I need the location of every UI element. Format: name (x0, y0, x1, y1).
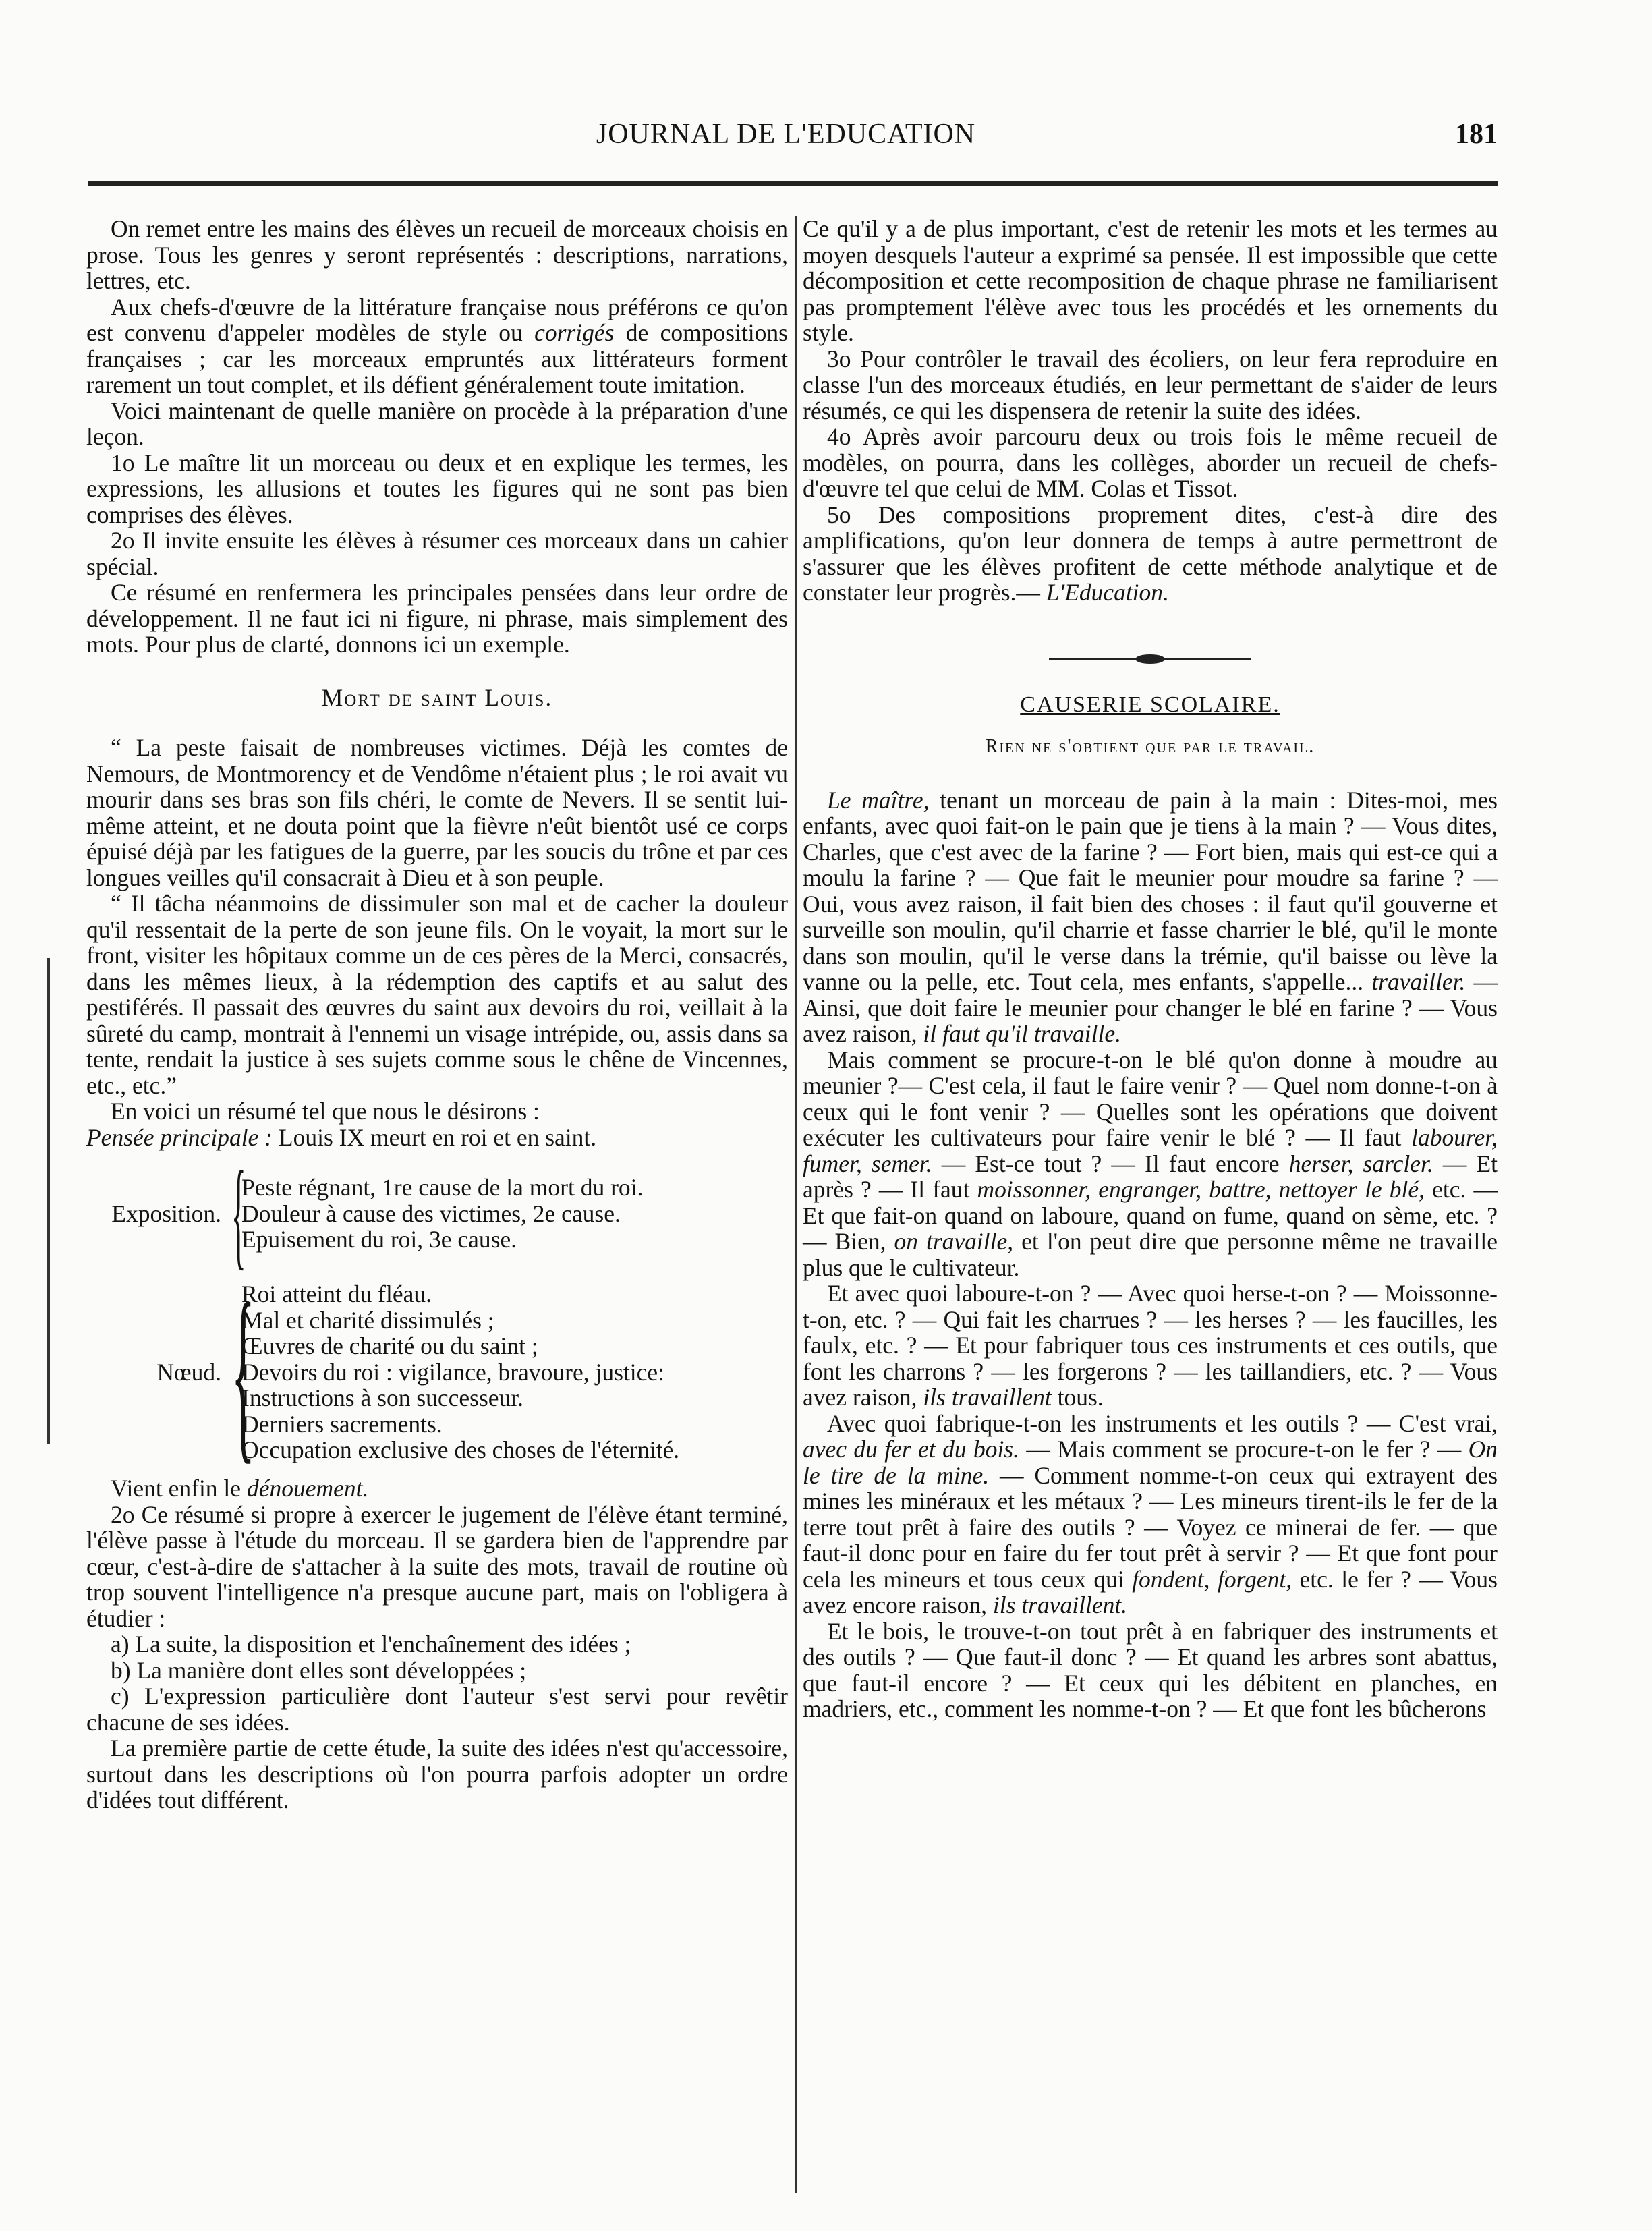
main-thought: Pensée principale : Louis IX meurt en roi et en saint. (86, 1123, 597, 1151)
outline-item: Œuvres de charité ou du saint ; (241, 1332, 538, 1360)
exposition-group (86, 1146, 788, 1280)
list-item: c) L'expression particulière dont l'auteur s'est servi pour revêtir chacune de ses idées. (86, 1683, 788, 1736)
paragraph: Et avec quoi laboure-t-on ? — Avec quoi herse-t-on ? — Moissonne-t-on, etc. ? — Qui fait les charrues ? — les herses ? — les faucilles, les faulx, etc. ? — Et pour fabriquer tous ces instruments et ces outils, que font les charrons ? — les forgerons ? — les taillandiers, etc. ? — Vous avez raison, ils travaillent tous. (803, 1280, 1498, 1411)
paragraph: Le maître, tenant un morceau de pain à la main : Dites-moi, mes enfants, avec quoi fait-on le pain que je tiens à la main ? — Vous dites, Charles, que c'est avec de la farine ? — Fort bien, mais qui est-ce qui a moulu la farine ? — Que fait le meunier pour moudre sa farine ? — Oui, vous avez raison, il fait bien des choses : il faut qu'il gouverne et surveille son moulin, qu'il charrie et fasse charrier le blé, qu'il le monte dans son moulin, qu'il le verse dans la trémie, qu'il baisse ou lève la vanne ou la pelle, etc. Tout cela, mes enfants, s'appelle... travailler. — Ainsi, que doit faire le meunier pour changer le blé en farine ? — Vous avez raison, il faut qu'il travaille. (803, 786, 1498, 1047)
causerie-title: CAUSERIE SCOLAIRE. (1020, 691, 1280, 717)
causerie-subtitle: Rien ne s'obtient que par le travail. (985, 736, 1315, 757)
quote-paragraph: “ La peste faisait de nombreuses victimes. Déjà les comtes de Nemours, de Montmorency et de Vendôme n'étaient plus ; le roi avait vu mourir dans ses bras son fils chéri, le comte de Nevers. Il se sentit lui-même atteint, et ne douta point que la fièvre n'eût bientôt usé ce corps épuisé déjà par les fatigues de la guerre, par les soucis du trône et par ces longues veilles qu'il consacrait à Dieu et à son peuple. (86, 734, 788, 891)
paragraph: Ce qu'il y a de plus important, c'est de retenir les mots et les termes au moyen desquels l'auteur a exprimé sa pensée. Il est impossible que cette décomposition et cette recomposition de chaque phrase ne familiarisent pas promptement l'élève avec tous les procédés et les ornements du style. (803, 215, 1498, 346)
quote-paragraph: “ Il tâcha néanmoins de dissimuler son mal et de cacher la douleur qu'il ressentait de la perte de son jeune fils. On le voyait, la mort sur le front, visiter les hôpitaux comme un de ces pères de la Merci, consacrés, dans les mêmes lieux, à la rédemption des captifs et au salut des pestiférés. Il passait des œuvres du saint aux devoirs du roi, veillait à la sûreté du camp, montrait à l'ennemi un visage intrépide, ou, assis dans sa tente, rendait la justice à ses sujets comme sous le chêne de Vincennes, etc., etc.” (86, 890, 788, 1099)
paragraph: 1o Le maître lit un morceau ou deux et en explique les termes, les expressions, les allusions et toutes les figures qui ne sont pas bien comprises des élèves. (86, 449, 788, 528)
right-column (803, 216, 1498, 1722)
list-item: b) La manière dont elles sont développées ; (111, 1656, 527, 1684)
journal-title: JOURNAL DE L'EDUCATION (596, 119, 976, 150)
page-number: 181 (1455, 119, 1498, 150)
outline-item: Mal et charité dissimulés ; (241, 1306, 494, 1334)
outline-label: Nœud. (156, 1358, 221, 1386)
summary-outline (86, 1146, 788, 1480)
outline-item: Devoirs du roi : vigilance, bravoure, justice: (241, 1358, 664, 1386)
page-header (74, 118, 1498, 165)
paragraph: 4o Après avoir parcouru deux ou trois fois le même recueil de modèles, on pourra, dans les collèges, aborder un recueil de chefs-d'œuvre tel que celui de MM. Colas et Tissot. (803, 423, 1498, 502)
column-divider (795, 216, 797, 2193)
paragraph: 3o Pour contrôler le travail des écoliers, on leur fera reproduire en classe l'un des morceaux étudiés, en leur permettant de s'aider de leurs résumés, ce qui les dispensera de retenir la suite des idées. (803, 345, 1498, 424)
paragraph: Voici maintenant de quelle manière on procède à la préparation d'une leçon. (86, 397, 788, 450)
brace: { (231, 1146, 246, 1280)
paragraph: Mais comment se procure-t-on le blé qu'on donne à moudre au meunier ?— C'est cela, il faut le faire venir ? — Quel nom donne-t-on à ceux qui le font venir ? — Quelles sont les opérations que doivent exécuter les cultivateurs pour faire venir le blé ? — Il faut labourer, fumer, semer. — Est-ce tout ? — Il faut encore herser, sarcler. — Et après ? — Il faut moissonner, engranger, battre, nettoyer le blé, etc. — Et que fait-on quand on laboure, quand on fume, quand on sème, etc. ? — Bien, on travaille, et l'on peut dire que personne même ne travaille plus que le cultivateur. (803, 1046, 1498, 1281)
outline-item: Derniers sacrements. (241, 1410, 443, 1438)
outline-item: Peste régnant, 1re cause de la mort du roi. (241, 1174, 644, 1202)
left-column (86, 216, 788, 1813)
brace: { (231, 1264, 255, 1480)
paragraph: Avec quoi fabrique-t-on les instruments et les outils ? — C'est vrai, avec du fer et du bois. — Mais comment se procure-t-on le fer ? — On le tire de la mine. — Comment nomme-t-on ceux qui extrayent des mines les minéraux et les métaux ? — Les mineurs tirent-ils le fer de la terre tout prêt à faire des outils ? — Voyez ce minerai de fer. — que faut-il donc pour en faire du fer tout prêt à servir ? — Et que font pour cela les mineurs et tous ceux qui fondent, forgent, etc. le fer ? — Vous avez encore raison, ils travaillent. (803, 1409, 1498, 1618)
ornament-divider (1049, 653, 1251, 665)
outline-item: Roi atteint du fléau. (241, 1280, 432, 1308)
paragraph: En voici un résumé tel que nous le désirons : (111, 1098, 540, 1125)
outline-item: Occupation exclusive des choses de l'éternité. (241, 1436, 680, 1464)
outline-label: Exposition. (111, 1199, 221, 1227)
paragraph: 5o Des compositions proprement dites, c'est-à dire des amplifications, qu'on leur donnera de temps à autre permettront de s'assurer que les élèves profitent de cette méthode analytique et de constater leur progrès.— L'Education. (803, 501, 1498, 606)
paragraph: La première partie de cette étude, la suite des idées n'est qu'accessoire, surtout dans les descriptions où l'on pourra parfois adopter un ordre d'idées tout différent. (86, 1734, 788, 1813)
outline-item: Epuisement du roi, 3e cause. (241, 1226, 517, 1253)
list-item: a) La suite, la disposition et l'enchaînement des idées ; (111, 1631, 631, 1658)
paragraph: Ce résumé en renfermera les principales pensées dans leur ordre de développement. Il ne faut ici ni figure, ni phrase, mais simplement des mots. Pour plus de clarté, donnons ici un exemple. (86, 579, 788, 658)
noeud-group (86, 1264, 788, 1480)
paragraph: Aux chefs-d'œuvre de la littérature française nous préférons ce qu'on est convenu d'appeler modèles de style ou corrigés de compositions françaises ; car les morceaux empruntés aux littérateurs forment rarement un tout complet, et ils défient généralement toute imitation. (86, 293, 788, 398)
paragraph: On remet entre les mains des élèves un recueil de morceaux choisis en prose. Tous les genres y seront représentés : descriptions, narrations, lettres, etc. (86, 215, 788, 294)
margin-mark (47, 958, 50, 1444)
paragraph: Vient enfin le dénouement. (111, 1475, 369, 1502)
paragraph: 2o Il invite ensuite les élèves à résumer ces morceaux dans un cahier spécial. (86, 527, 788, 580)
paragraph: 2o Ce résumé si propre à exercer le jugement de l'élève étant terminé, l'élève passe à l'étude du morceau. Il se gardera bien de l'apprendre par cœur, c'est-à-dire de s'attacher à la suite des mots, travail de routine où trop souvent l'intelligence n'a presque aucune part, mais on l'obligera à étudier : (86, 1500, 788, 1632)
outline-item: Douleur à cause des victimes, 2e cause. (241, 1199, 621, 1227)
outline-item: Instructions à son successeur. (241, 1384, 524, 1412)
paragraph: Et le bois, le trouve-t-on tout prêt à en fabriquer des instruments et des outils ? — Que faut-il donc ? — Et quand les arbres sont abattus, que faut-il encore ? — Et ceux qui les débitent en planches, en madriers, etc., comment les nomme-t-on ? — Et que font les bûcherons (803, 1617, 1498, 1722)
header-rule (88, 181, 1498, 186)
section-title: Mort de saint Louis. (321, 683, 553, 711)
